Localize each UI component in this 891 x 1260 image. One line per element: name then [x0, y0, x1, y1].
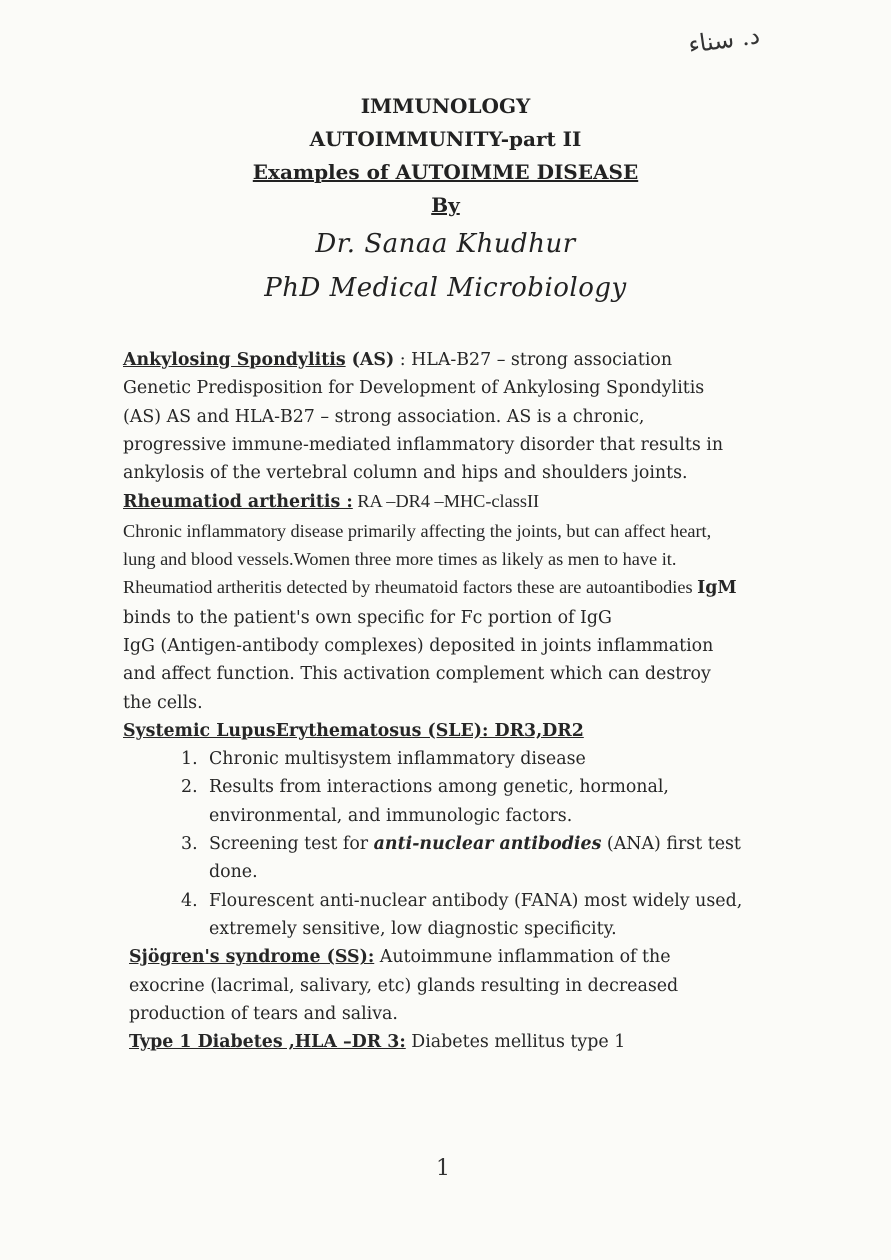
section-ankylosing	[123, 346, 743, 487]
sjogren-heading: Sjögren's syndrome (SS):	[129, 947, 375, 968]
ankylosing-heading: Ankylosing Spondylitis	[123, 350, 346, 370]
document-body	[123, 346, 743, 1056]
sle-list	[123, 745, 743, 943]
list-text: Results from interactions among genetic, hormonal, environmental, and immunologic factors.	[209, 777, 669, 826]
list-item	[123, 745, 743, 773]
rheumatoid-para-2	[123, 573, 743, 632]
rheumatoid-para-2-b: binds to the patient's own specific for Fc portion of IgG	[123, 607, 612, 628]
sle-heading: Systemic LupusErythematosus (SLE): DR3,DR2	[123, 720, 584, 741]
section-sjogren	[123, 943, 743, 1028]
rheumatoid-hla: RA –DR4 –MHC-classII	[352, 491, 540, 512]
section-rheumatoid	[123, 487, 743, 716]
rheumatoid-heading-line	[123, 487, 743, 516]
ankylosing-abbr: (AS)	[345, 350, 395, 370]
rheumatoid-para-2-a: Rheumatiod artheritis detected by rheumatoid factors these are autoantibodies	[123, 577, 698, 598]
rheumatoid-heading: Rheumatiod artheritis :	[123, 492, 353, 513]
section-diabetes	[123, 1028, 743, 1056]
handwritten-note: د. سناء	[686, 21, 762, 59]
list-text: Chronic multisystem inflammatory disease	[209, 749, 586, 770]
author-name: Dr. Sanaa Khudhur	[315, 229, 576, 259]
diabetes-heading: Type 1 Diabetes ,HLA –DR 3:	[129, 1032, 406, 1053]
diabetes-body: Diabetes mellitus type 1	[405, 1032, 626, 1053]
author-degree: PhD Medical Microbiology	[264, 273, 627, 303]
subject-title: IMMUNOLOGY	[360, 94, 531, 118]
ankylosing-body: Genetic Predisposition for Development of Ankylosing Spondylitis (AS) AS and HLA-B27 – strong association. AS is a chronic, progressive immune-mediated inflammatory disorder that results in ankylosis of the vertebral column and hips and shoulders joints.	[123, 378, 724, 484]
list-number: 2.	[181, 777, 198, 798]
list-text-a: Screening test for	[209, 834, 374, 855]
subtitle: Examples of AUTOIMME DISEASE	[252, 160, 639, 184]
sjogren-body: Autoimmune inflammation of the exocrine (lacrimal, salivary, etc) glands resulting in decreased production of tears and saliva.	[129, 947, 679, 1024]
list-item	[123, 773, 743, 830]
page-number: 1	[436, 1156, 450, 1181]
rheumatoid-para-1: Chronic inflammatory disease primarily affecting the joints, but can affect heart, lung and blood vessels.Women three more times as likely as men to have it.	[123, 520, 712, 570]
document-header	[0, 90, 891, 310]
rheumatoid-para-3: IgG (Antigen-antibody complexes) deposited in joints inflammation and affect function. This activation complement which can destroy the cells.	[123, 635, 714, 713]
igm-term: IgM	[697, 578, 737, 599]
ankylosing-association: : HLA-B27 – strong association	[394, 350, 673, 370]
list-number: 1.	[181, 749, 198, 770]
list-item	[123, 887, 743, 944]
ana-term: anti-nuclear antibodies	[373, 834, 602, 855]
list-text: Flourescent anti-nuclear antibody (FANA) most widely used, extremely sensitive, low diagnostic specificity.	[209, 890, 743, 939]
list-item	[123, 830, 743, 887]
section-sle	[123, 717, 743, 943]
by-label: By	[431, 193, 460, 217]
list-number: 3.	[181, 834, 198, 855]
lecture-title: AUTOIMMUNITY-part II	[309, 127, 582, 151]
list-number: 4.	[181, 890, 198, 911]
list-text-b: (ANA) first test done.	[209, 834, 741, 883]
